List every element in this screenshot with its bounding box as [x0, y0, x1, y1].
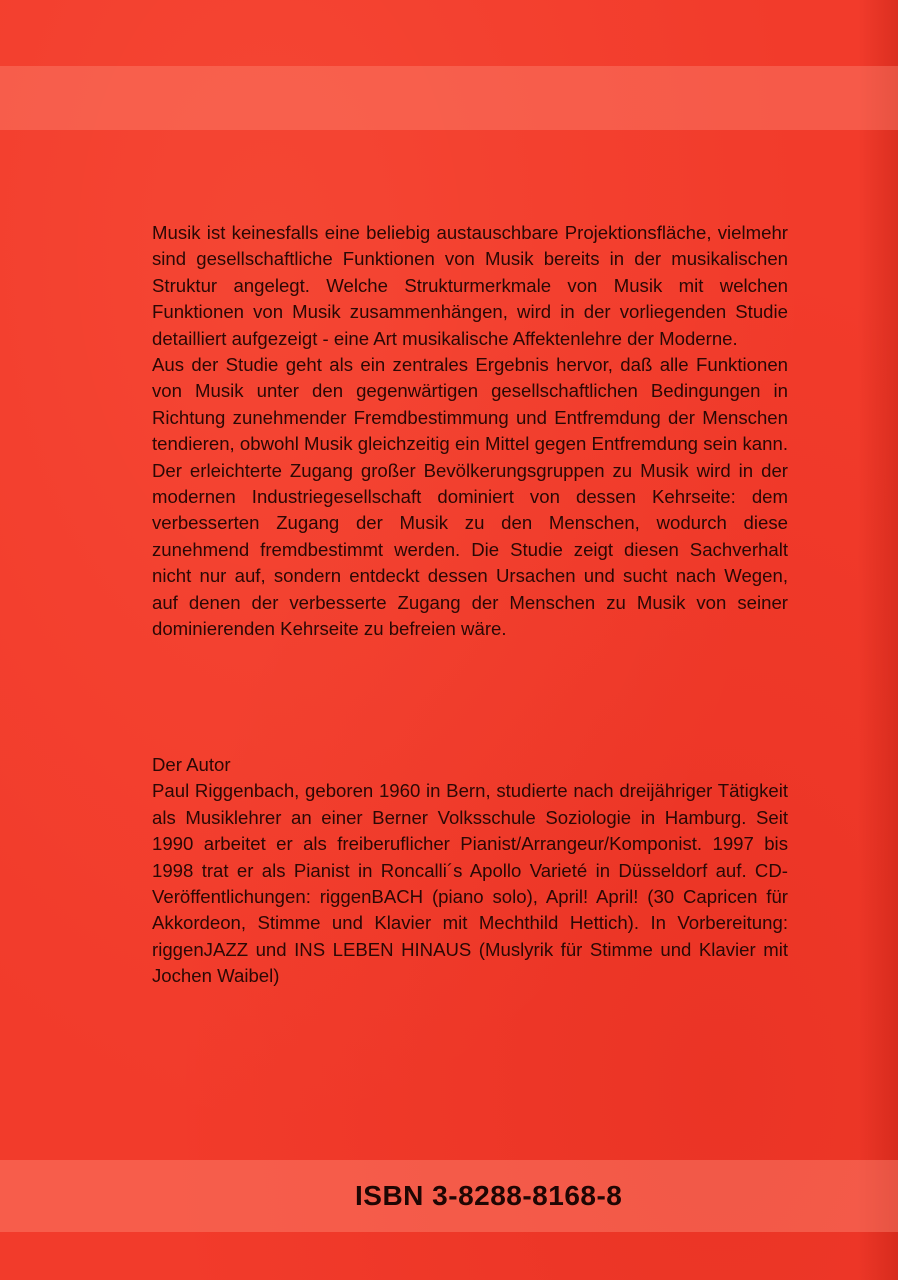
top-light-band — [0, 66, 898, 130]
author-section — [152, 752, 788, 990]
blurb-paragraph-2: Aus der Studie geht als ein zentrales Ergebnis hervor, daß alle Funktionen von Musik unter den gegenwärtigen gesellschaftlichen Bedingungen in Richtung zunehmender Fremdbestimmung und Entfremdung der Menschen tendieren, obwohl Musik gleichzeitig ein Mittel gegen Entfremdung sein kann. Der erleichterte Zugang großer Bevölkerungsgruppen zu Musik wird in der modernen Industriegesellschaft dominiert von dessen Kehrseite: dem verbesserten Zugang der Musik zu den Menschen, wodurch diese zunehmend fremdbestimmt werden. Die Studie zeigt diesen Sachverhalt nicht nur auf, sondern entdeckt dessen Ursachen und sucht nach Wegen, auf denen der verbesserte Zugang der Menschen zu Musik von seiner dominierenden Kehrseite zu befreien wäre. — [152, 354, 788, 640]
isbn-number: ISBN 3-8288-8168-8 — [355, 1180, 623, 1211]
author-bio: Paul Riggenbach, geboren 1960 in Bern, studierte nach dreijähriger Tätigkeit als Musiklehrer an einer Berner Volksschule Soziologie in Hamburg. Seit 1990 arbeitet er als freiberuflicher Pianist/Arrangeur/Komponist. 1997 bis 1998 trat er als Pianist in Roncalli´s Apollo Varieté in Düsseldorf auf. CD-Veröffentlichungen: riggenBACH (piano solo), April! April! (30 Capricen für Akkordeon, Stimme und Klavier mit Mechthild Hettich). In Vorbereitung: riggenJAZZ und INS LEBEN HINAUS (Muslyrik für Stimme und Klavier mit Jochen Waibel) — [152, 780, 788, 987]
cover-spine-shadow — [858, 0, 898, 1280]
blurb-paragraph-1: Musik ist keinesfalls eine beliebig austauschbare Projektionsfläche, vielmehr sind gesellschaftliche Funktionen von Musik bereits in der musikalischen Struktur angelegt. Welche Strukturmerkmale von Musik mit welchen Funktionen von Musik zusammenhängen, wird in der vorliegenden Studie detailliert aufgezeigt - eine Art musikalische Affektenlehre der Moderne. — [152, 222, 788, 349]
author-heading: Der Autor — [152, 754, 231, 775]
blurb-text — [152, 220, 788, 643]
